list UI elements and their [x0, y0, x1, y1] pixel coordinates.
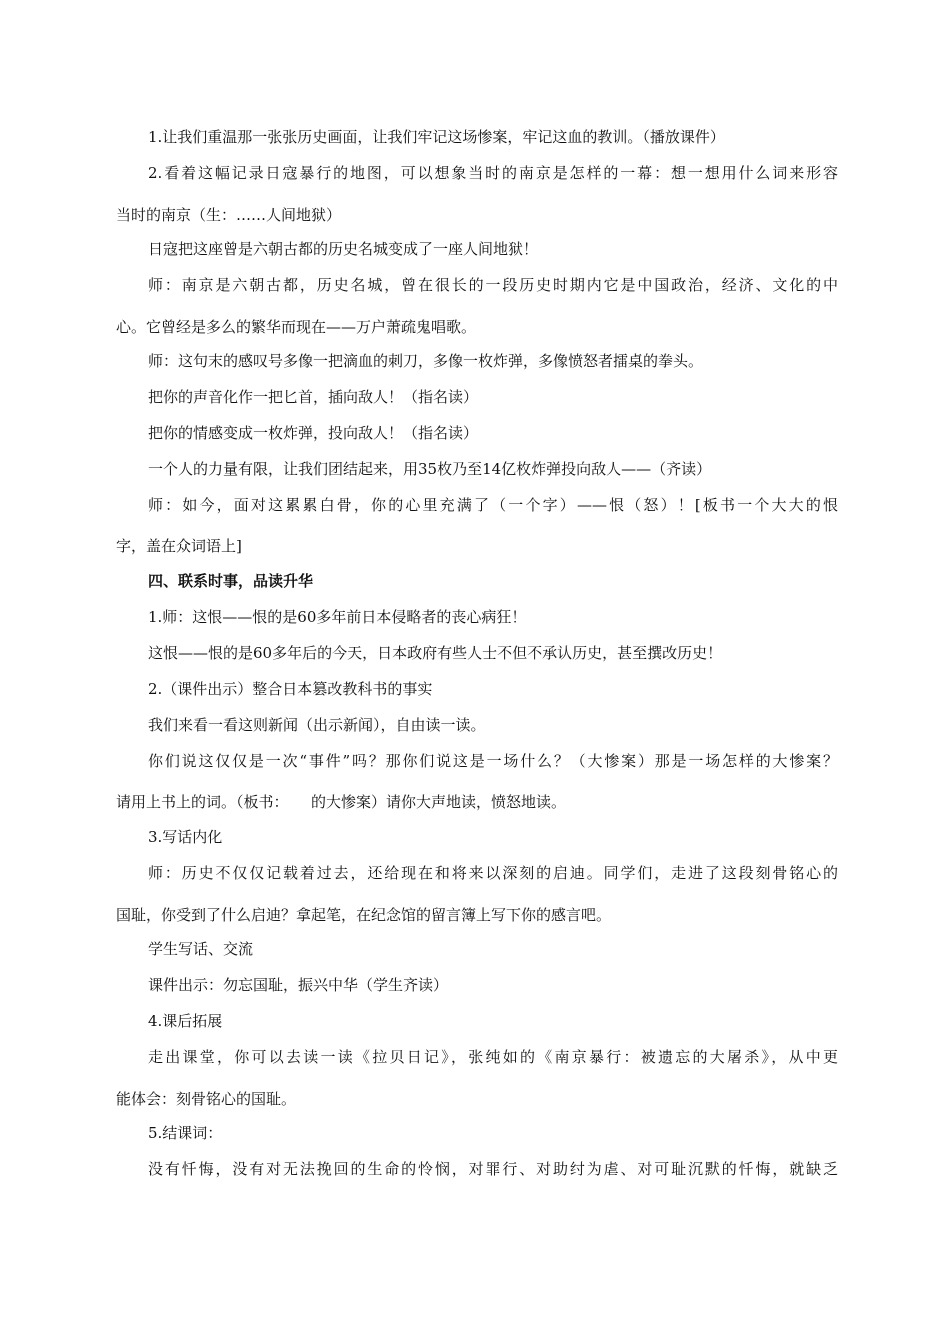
paragraph-line: 这恨——恨的是60多年后的今天，日本政府有些人士不但不承认历史，甚至撰改历史！	[148, 644, 723, 662]
paragraph-line: 你们说这仅仅是一次“事件”吗？那你们说这是一场什么？（大惨案）那是一场怎样的大惨案？	[148, 752, 838, 770]
paragraph-line: 一个人的力量有限，让我们团结起来，用35枚乃至14亿枚炸弹投向敌人——（齐读）	[148, 460, 712, 478]
paragraph-line: 没有忏悔，没有对无法挽回的生命的怜悯，对罪行、对助纣为虐、对可耻沉默的忏悔，就缺乏	[148, 1160, 838, 1178]
paragraph-line: 师：如今，面对这累累白骨，你的心里充满了（一个字）——恨（怒）！[板书一个大大的恨	[148, 496, 838, 514]
paragraph-line: 师：历史不仅仅记载着过去，还给现在和将来以深刻的启迪。同学们，走进了这段刻骨铭心的	[148, 864, 838, 882]
paragraph-line: 当时的南京（生：……人间地狱）	[116, 206, 342, 224]
paragraph-line: 请用上书上的词。（板书： 的大惨案）请你大声地读，愤怒地读。	[116, 793, 567, 811]
paragraph-line: 能体会：刻骨铭心的国耻。	[116, 1090, 297, 1108]
paragraph-line: 2.看着这幅记录日寇暴行的地图，可以想象当时的南京是怎样的一幕：想一想用什么词来形容	[148, 164, 838, 182]
paragraph-line: 心。它曾经是多么的繁华而现在——万户萧疏鬼唱歌。	[116, 318, 477, 336]
paragraph-line: 学生写话、交流	[148, 940, 254, 958]
paragraph-line: 3.写话内化	[148, 828, 223, 846]
paragraph-line: 日寇把这座曾是六朝古都的历史名城变成了一座人间地狱！	[148, 240, 539, 258]
paragraph-line: 课件出示：勿忘国耻，振兴中华（学生齐读）	[148, 976, 449, 994]
section-heading: 四、联系时事，品读升华	[148, 572, 314, 590]
paragraph-line: 1.让我们重温那一张张历史画面，让我们牢记这场惨案，牢记这血的教训。（播放课件）	[148, 128, 725, 146]
paragraph-line: 师：这句末的感叹号多像一把滴血的刺刀，多像一枚炸弹，多像愤怒者擂桌的拳头。	[148, 352, 704, 370]
paragraph-line: 1.师：这恨——恨的是60多年前日本侵略者的丧心病狂！	[148, 608, 527, 626]
paragraph-line: 我们来看一看这则新闻（出示新闻），自由读一读。	[148, 716, 486, 734]
paragraph-line: 把你的情感变成一枚炸弹，投向敌人！（指名读）	[148, 424, 479, 442]
paragraph-line: 4.课后拓展	[148, 1012, 223, 1030]
paragraph-line: 字，盖在众词语上]	[116, 537, 242, 555]
paragraph-line: 把你的声音化作一把匕首，插向敌人！（指名读）	[148, 388, 479, 406]
paragraph-line: 2.（课件出示）整合日本篡改教科书的事实	[148, 680, 433, 698]
paragraph-line: 走出课堂，你可以去读一读《拉贝日记》，张纯如的《南京暴行：被遗忘的大屠杀》，从中更	[148, 1048, 838, 1066]
paragraph-line: 5.结课词：	[148, 1124, 223, 1142]
paragraph-line: 师：南京是六朝古都，历史名城，曾在很长的一段历史时期内它是中国政治，经济、文化的中	[148, 276, 838, 294]
paragraph-line: 国耻，你受到了什么启迪？拿起笔，在纪念馆的留言簿上写下你的感言吧。	[116, 906, 612, 924]
